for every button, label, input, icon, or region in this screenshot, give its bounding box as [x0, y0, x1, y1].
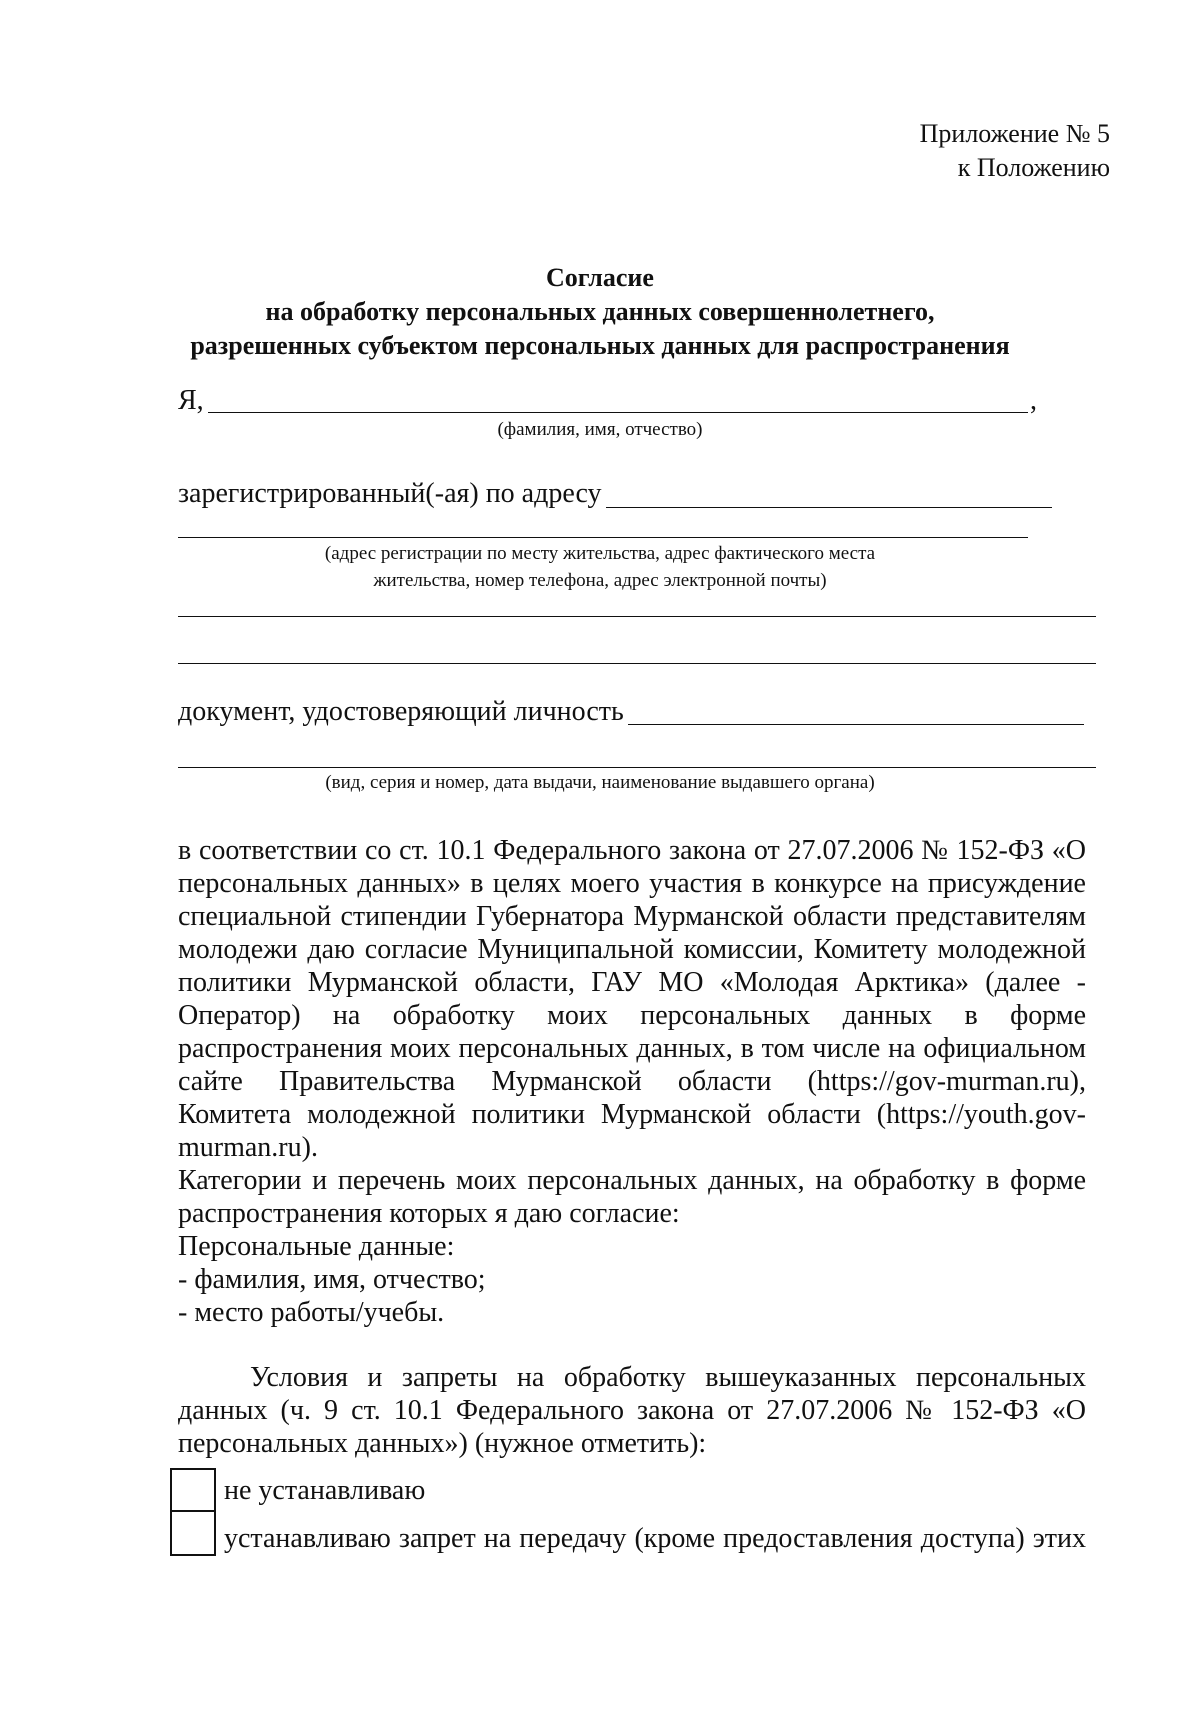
categories-line2: распространения которых я даю согласие: — [178, 1198, 680, 1229]
personal-data-label: Персональные данные: — [178, 1231, 455, 1262]
conditions-line3: персональных данных») (нужное отметить): — [178, 1428, 707, 1459]
option-restrict-transfer-label: устанавливаю запрет на передачу (кроме предоставления доступа) этих — [224, 1523, 1086, 1554]
document-field-line-1[interactable] — [628, 724, 1084, 725]
body-line: специальной стипендии Губернатора Мурманской области представителям — [178, 901, 1086, 932]
body-line: Оператор) на обработку моих персональных данных в форме — [178, 1000, 1086, 1031]
body-line: распространения моих персональных данных, в том числе на официальном — [178, 1033, 1086, 1064]
document-field-line-2[interactable] — [178, 767, 1096, 768]
body-line: в соответствии со ст. 10.1 Федерального закона от 27.07.2006 № 152-ФЗ «О — [178, 835, 1086, 866]
document-title: Согласие — [546, 263, 654, 292]
document-caption: (вид, серия и номер, дата выдачи, наименование выдавшего органа) — [325, 772, 875, 793]
i-comma: , — [1030, 385, 1037, 416]
fio-field-line[interactable] — [208, 412, 1028, 413]
i-label: Я, — [178, 385, 204, 416]
address-field-line-2[interactable] — [178, 537, 1028, 538]
body-line: персональных данных» в целях моего участия в конкурсе на присуждение — [178, 868, 1086, 899]
categories-line1: Категории и перечень моих персональных данных, на обработку в форме — [178, 1165, 1086, 1196]
body-line: Комитета молодежной политики Мурманской области (https://youth.gov- — [178, 1099, 1086, 1130]
address-field-line-3[interactable] — [178, 616, 1096, 617]
body-line: сайте Правительства Мурманской области (https://gov-murman.ru), — [178, 1066, 1086, 1097]
address-caption-line2: жительства, номер телефона, адрес электронной почты) — [373, 570, 827, 591]
document-subtitle-line2: разрешенных субъектом персональных данных для распространения — [190, 331, 1010, 360]
body-line: молодежи даю согласие Муниципальной комиссии, Комитету молодежной — [178, 934, 1086, 965]
list-item-fio: - фамилия, имя, отчество; — [178, 1264, 486, 1295]
conditions-line1: Условия и запреты на обработку вышеуказанных персональных — [250, 1362, 1086, 1393]
option-no-restrictions-checkbox[interactable] — [170, 1468, 216, 1512]
document-subtitle-line1: на обработку персональных данных совершеннолетнего, — [265, 297, 935, 326]
registered-label: зарегистрированный(-ая) по адресу — [178, 478, 602, 509]
body-line-last: murman.ru). — [178, 1132, 318, 1163]
appendix-number: Приложение № 5 — [919, 119, 1110, 148]
fio-caption: (фамилия, имя, отчество) — [497, 419, 703, 440]
option-no-restrictions-label: не устанавливаю — [224, 1475, 426, 1506]
address-caption-line1: (адрес регистрации по месту жительства, адрес фактического места — [324, 543, 876, 564]
address-field-line-4[interactable] — [178, 663, 1096, 664]
list-item-workplace: - место работы/учебы. — [178, 1297, 445, 1328]
option-restrict-transfer-checkbox[interactable] — [170, 1510, 216, 1556]
address-field-line-1[interactable] — [606, 507, 1052, 508]
to-regulation: к Положению — [957, 153, 1110, 182]
conditions-line2: данных (ч. 9 ст. 10.1 Федерального закона от 27.07.2006 № 152-ФЗ «О — [178, 1395, 1086, 1426]
document-label: документ, удостоверяющий личность — [178, 696, 624, 727]
body-line: политики Мурманской области, ГАУ МО «Молодая Арктика» (далее - — [178, 967, 1086, 998]
